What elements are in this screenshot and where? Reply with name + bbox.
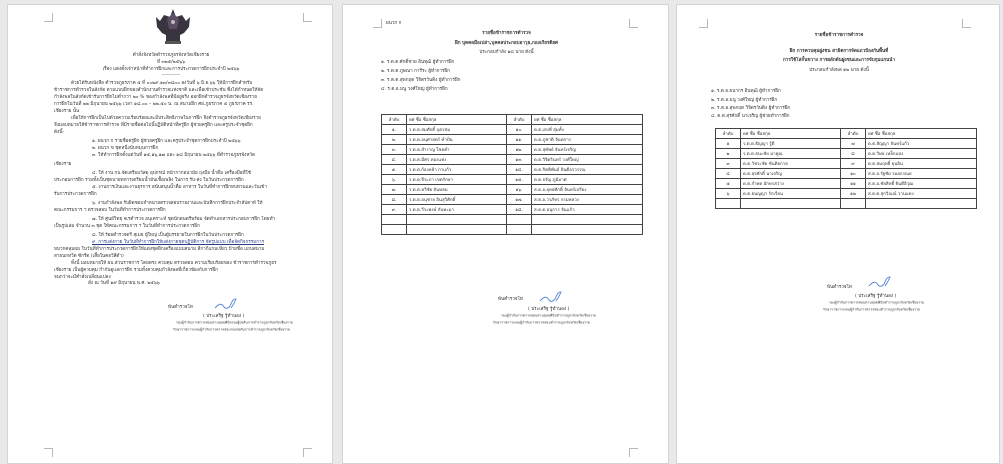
cell-order: ๗. (382, 185, 407, 195)
cell-order: ๙ (841, 159, 866, 169)
list-item: สายนกหวีด ซักรีด (เสื้อในคอวีสีดำ) (54, 254, 124, 259)
document-page-2[interactable] (342, 4, 669, 464)
signer-rank: พันตำรวจโท (827, 285, 852, 290)
signer-title: รักษาราชการแทนผู้กำกับการตรวจสอบตำรวจภูธรจังหวัดเชียงราย (823, 308, 920, 312)
cell-name (866, 199, 977, 209)
cell-order: ๑๓. (507, 155, 532, 165)
cell-name: ร.ต.ต.สมศักดิ์ บุตรสม (407, 125, 507, 135)
table-row (716, 199, 977, 209)
instructor-item: ๔. ด.ต.สุรศักดิ์ นาเจริญ ผู้ช่วยทำการฝึก (711, 114, 790, 119)
cell-name (741, 199, 841, 209)
signer-name: ( ประเสริฐ รู้ทำนอง ) (203, 314, 245, 319)
list-item: ประกอบการฝึก รวมทั้งเป็นชุดนายทหารเตรียมน้ำมันเชื้อเพลิง ในการ รับ-ส่ง ในวันประกวดการฝึก (54, 178, 244, 183)
cell-order (716, 199, 741, 209)
margin-corner (373, 19, 382, 28)
list-count: ประกอบกำลังพล ๑๒ นาย ดังนี้ (809, 68, 869, 73)
table-row (716, 149, 977, 159)
list-item: ๔. ให้ งาน กบ.จัดเตรียมวัสดุ อุปกรณ์ หน้ากากอนามัย ถุงมือ น้ำดื่ม เครื่องมือที่ใช้ (92, 171, 251, 176)
signature-icon (213, 295, 239, 311)
table-row (382, 135, 643, 145)
instructor-item: ๔. ร.ต.อ.มนู วงศ์ใหญ่ ผู้ทำการฝึก (381, 87, 448, 92)
order-subject: เรื่อง แต่งตั้งเจ้าหน้าที่ทำการฝึกและการประกวดการฝึกประจำปี ๒๕๖๖ (102, 67, 240, 72)
cell-name: ร.ต.ต.วีระพงษ์ กันทะมา (407, 205, 507, 215)
col-order: ลำดับ (841, 129, 866, 139)
paragraph-line: ข้าราชการตำรวจในสังกัด ตามแบบฝึกของสำนักงานตำรวจแห่งชาติ และเพื่อเข้าประชัน ซึ่งได้กำหนดให้จัด (54, 88, 264, 93)
cell-order: ๑๑. (507, 135, 532, 145)
table-header-row (382, 115, 643, 125)
cell-name (407, 215, 507, 225)
cell-name: ด.ต.สมฤทธิ์ ยุนอิน (866, 159, 977, 169)
list-item: ๖. งานกำลังพล รับผิดชอบจำหน่ายตรวจสอบรายงานและบันทึกการฝึกประจำสัปดาห์ ให้ (92, 201, 263, 206)
col-order: ลำดับ (716, 129, 741, 139)
margin-corner (44, 13, 53, 22)
signature-icon (867, 273, 893, 289)
margin-corner (699, 19, 708, 28)
cell-name: ร.ต.ต.ทวีชัย จันทสม (407, 185, 507, 195)
table-row (382, 165, 643, 175)
cell-order: ๕. (382, 165, 407, 175)
paragraph-line: การฝึกในวันที่ ๒๒ มิถุนายน ๒๕๖๖ เวลา ๑๘.๐๐ – ๒๒.๕๐ น. ณ สนามฝึก ศฝ.ภูธรภาค ๕ ภูธรภาค รร. (54, 102, 254, 107)
cell-order: ๗ (841, 139, 866, 149)
cell-name: ด.ต.ธนญญา รักเรียน (741, 189, 841, 199)
signer-title: รักษาราชการแทนผู้กำกับการตรวจสอบตำรวจภูธรจังหวัดเชียงราย (493, 321, 590, 325)
signer-title: รักษาราชการแทนผู้กำกับการตรวจสอบกองบังคับการตำรวจภูธรจังหวัดเชียงราย (173, 328, 291, 332)
cell-order: ๕ (716, 179, 741, 189)
margin-corner (303, 13, 312, 22)
cell-order: ๙. (382, 205, 407, 215)
cell-name: ด.ต.วิทย เหล็กแปง (866, 149, 977, 159)
table-row (382, 125, 643, 135)
cell-order: ๖. (382, 175, 407, 185)
cell-order: ๑๑ (841, 179, 866, 189)
table-header-row (716, 129, 977, 139)
cell-name: ร.ต.ต.จีระภา เขตรักษา (407, 175, 507, 185)
cell-order: ๑. (382, 125, 407, 135)
list-item: เป็นรูปเล่ม จำนวน ๓ ชุด ให้คณะกรรมการ ฯ ในวันที่ทำการประกวดการฝึก (54, 224, 200, 229)
list-item: หมวกคลุมผม ในวันที่ทำการประกวดการฝึกให้แต่งชุดฝึกเครื่องแบบสนาม สีกากีแกมเขียว ป้ายชื่อ แถบสนาม (54, 247, 265, 252)
list-item: ๑. ผนวก ก รายชื่อครูฝึก ผู้ช่วยครูฝึก และครูประจำชุดการฝึกประจำปี ๒๕๖๖ (92, 139, 241, 144)
cell-order: ๔ (716, 169, 741, 179)
table-row (716, 159, 977, 169)
instructor-item: ๒. ร.ต.อ.มนู วงศ์ใหญ่ ผู้ทำการฝึก (711, 98, 778, 103)
roster-body (716, 139, 977, 209)
cell-order: ๖ (716, 189, 741, 199)
cell-order: ๑๐ (841, 169, 866, 179)
cell-order: ๑๒. (507, 145, 532, 155)
cell-name: ด.ต.เสงที่ สุ่มทั้ง (532, 125, 643, 135)
cell-order: ๘. (382, 195, 407, 205)
table-row (716, 179, 977, 189)
cell-order (507, 225, 532, 235)
table-row (716, 139, 977, 149)
instructor-item: ๑. ร.ต.อ.ธนากร อินทุฒิ ผู้ทำการฝึก (711, 89, 781, 94)
order-org: คำสั่งจังหวัดตำรวจภูธรจังหวัดเชียงราย (132, 53, 210, 58)
cell-order: ๓ (716, 159, 741, 169)
cell-name: ส.ต.อ.วรภัทร กรมหลวง (532, 195, 643, 205)
issue-date: สั่ง ณ วันที่ ๑๙ มิถุนายน พ.ศ. ๒๕๖๖ (88, 281, 160, 286)
cell-order (382, 225, 407, 235)
roster-table (715, 128, 977, 209)
document-page-1[interactable] (7, 4, 333, 464)
table-row (382, 185, 643, 195)
annex-label: ผนวก ก (386, 21, 402, 26)
table-row (382, 175, 643, 185)
cell-name: ด.ต.สุทัพย์ จันทร์เจริญ (532, 145, 643, 155)
cell-name: ด.ต.วัชระชัย ขันติยกาล (741, 159, 841, 169)
cell-order: ๑๔. (507, 165, 532, 175)
cell-order: ๑๒ (841, 189, 866, 199)
list-item: เชียงราย (54, 162, 72, 167)
instructor-item: ๑. ร.ต.ต.ศักดิ์ชาย อินทุฒิ ผู้ทำการฝึก (381, 60, 455, 65)
signer-title: รองผู้กำกับการตรวจสอบตามดุลยพินิจรองผู้บังคับการตำรวจภูธรจังหวัดเชียงราย (176, 321, 293, 325)
signer-title: รองผู้กำกับการตรวจสอบตามดุลยพินิจตำรวจภูธรจังหวัดเชียงราย (501, 314, 597, 318)
cell-order: ๒. (382, 135, 407, 145)
cell-order (841, 199, 866, 209)
list-item: ทั้งนี้ มอบหมายให้ ผบ.ส่วนราชการ โดยตรง ควบคุม ตรวจสอบ ความเรียบร้อยของ ข้าราชการตำรวจภูธร (71, 261, 277, 266)
table-row (716, 169, 977, 179)
cell-name: ด.ต.สัญญา จันทร์แก้ว (866, 139, 977, 149)
cell-name: ร.ต.ต.ก้องหล้า กาแก้ว (407, 165, 507, 175)
garuda-emblem-icon (152, 7, 194, 47)
margin-corner (962, 19, 971, 28)
cell-order: ๒ (716, 149, 741, 159)
signer-name: ( ประเสริฐ รู้ทำนอง ) (528, 307, 570, 312)
instructor-item: ๒. ร.ต.ต.ภูษณา การีระ ผู้ทำการฝึก (381, 69, 450, 74)
cell-order: ๑๘. (507, 205, 532, 215)
cell-order: ๑๐. (507, 125, 532, 135)
roster-body (382, 125, 643, 235)
margin-corner (629, 19, 638, 28)
cell-name: ส.ต.ต.อนุการ จันแก้ว (532, 205, 643, 215)
list-item: จนกว่าจะมีคำสั่งเปลี่ยนแปลง (54, 275, 111, 280)
list-title: รายชื่อข้าราชการตำรวจ (482, 31, 531, 36)
paragraph-line: เพื่อให้การฝึกเป็นไปด้วยความเรียบร้อยและมีประสิทธิภาพในการฝึก จึงตำรวจภูธรจังหวัดเชียงราย (71, 116, 261, 121)
cell-name: ร.ต.ต.ธัญญา รู้ดี (741, 139, 841, 149)
col-name: ยศ ชื่อ ชื่อสกุล (741, 129, 841, 139)
table-row (716, 189, 977, 199)
list-item: ๕. งานการเงินและงานธุรการ สนับสนุนน้ำดื่ม อาหาร ในวันที่ทำการฝึกทบทวนและวันเข้า (92, 185, 267, 190)
cell-name (532, 215, 643, 225)
col-name: ยศ ชื่อ ชื่อสกุล (532, 115, 643, 125)
list-item: รับการประกวดการฝึก (54, 192, 97, 197)
signer-title: รองผู้กำกับการตรวจสอบตามดุลยพินิจตำรวจภูธรจังหวัดเชียงราย (829, 301, 925, 305)
cell-order: ๔. (382, 155, 407, 165)
instructor-item: ๓. ร.ต.ต.สุพกฤต วิจิตรวันดิง ผู้ทำการฝึก (381, 78, 461, 83)
list-item: ๓. ให้ทำการฝึกตั้งแต่วันที่ ๑๕,๑๖,๑๗ และ ๑๘ มิถุนายน ๒๕๖๖ ที่ตำรวจภูธรจังหวัด (92, 153, 255, 158)
cell-name: ร.ต.ต.สำราญ ไชยคำ (407, 145, 507, 155)
list-subtitle: ฝึก บุคคลมือเปล่า,บุคคลประกอบอาวุธ,กองเกียรติยศ (455, 41, 558, 46)
list-count: ประกอบกำลัง ๑๘ นาย ดังนี้ (479, 50, 534, 55)
cell-order: ๑๖. (507, 185, 532, 195)
cell-name: ส.ต.อ.ยุทธศักดิ์ จันทร์เปรียง (532, 185, 643, 195)
table-row (382, 155, 643, 165)
signer-name: ( ประเสริฐ รู้ทำนอง ) (855, 294, 897, 299)
cell-name: ด.ต.กำพล อักษรสว่าง (741, 179, 841, 189)
list-subtitle: ฝึก การควบคุมฝูงชน สาธิตการจัดแถวป้องกันพื้นที่ (789, 49, 889, 54)
cell-order: ๑๗. (507, 195, 532, 205)
paragraph-line: กำลังพลในสังกัดเข้ารับการฝึกไม่ต่ำกว่า ๒๐ % ของกำลังพลที่มีอยู่จริง ออกฝึกตำรวจภูธรจังหวัดเชียงราย (54, 95, 257, 100)
cell-name: ร.ต.ต.อนุศาสตร์ คำปั่น (407, 135, 507, 145)
cell-name: ด.ต.สุรศักดิ์ นาเจริญ (741, 169, 841, 179)
list-subtitle-2: การใช้โล่กั้นขวาง การผลักดันฝูงชนและการจับกุมแกนนำ (782, 58, 896, 63)
paragraph-line: เชียงราย นั้น (54, 109, 80, 114)
list-item: ๗. ให้ ศูนย์วิทยุ จเรตำรวจ อนุเคราะห์ ชุดนักดนตรีพร้อม จัดทำเอกสารประกอบการฝึก โดยทำ (92, 217, 276, 222)
cell-order: ๓. (382, 145, 407, 155)
cell-name: ส.ต.อ.ชัยสิทธิ์ ยินดีอิวุฒ (866, 179, 977, 189)
separator-line: ----------- (161, 73, 181, 78)
col-name: ยศ ชื่อ ชื่อสกุล (866, 129, 977, 139)
paragraph-line: ด้วยได้รับหนังสือ ตำรวจภูธรภาค ๕ ที่ ๐๐๒๙.๑๓/๓๘๐๐ ลงวันที่ ๖ มิ.ย.๖๖ ให้มีการฝึกสำหรับ (71, 81, 253, 86)
cell-name (407, 225, 507, 235)
document-page-3[interactable] (676, 4, 1000, 464)
table-row (382, 215, 643, 225)
list-item-highlighted: ๙. การแต่งกาย ในวันที่ทำการฝึกให้แต่งกายชุดปฏิบัติการ จัดรูปแบบ เพื่อจัดกิจกรรมการ (92, 240, 265, 245)
cell-name: ด.ต.วิจิตรินทร์ วงศ์ใหญ่ (532, 155, 643, 165)
cell-order: ๑ (716, 139, 741, 149)
cell-name: ด.ต.กิตติพันธ์ ยินดีอรวรรณ (532, 165, 643, 175)
paragraph-line: จึงมอบหมายให้ข้าราชการตำรวจ ที่มีรายชื่อต่อไปนี้ปฏิบัติหน้าที่ครูฝึก ผู้ช่วยครูฝึก และครูประจำชุดฝึก (54, 123, 253, 128)
cell-order: ๑๕. (507, 175, 532, 185)
paragraph-line: ดังนี้- (54, 130, 65, 135)
table-row (382, 225, 643, 235)
cell-name (532, 225, 643, 235)
cell-name: ร.ต.ต.อนุชาย อินสุวิศักดิ์ (407, 195, 507, 205)
cell-order (507, 215, 532, 225)
cell-name: ร.ต.ต.ธนะชัย มาคูณ (741, 149, 841, 159)
list-title: รายชื่อข้าราชการตำรวจ (814, 33, 864, 38)
signature-icon (538, 288, 564, 304)
cell-name: ด.ต.ภูชาติ จันทการ (532, 135, 643, 145)
list-item: ๘. ให้ ร้อยตำรวจตรี สุเมธ ผู้ใหญ่ เป็นผู้บรรยายในการฝึกในวันประกวดการฝึก (92, 233, 244, 238)
table-row (382, 145, 643, 155)
list-item: คณะกรรมการ ฯ ตรวจสอบ ในวันที่ทำการประกวดการฝึก (54, 208, 166, 213)
table-row (382, 195, 643, 205)
instructor-item: ๓. ร.ต.อ.สุพกฤต วิจิตรวันดิง ผู้ทำการฝึก (711, 106, 791, 111)
list-item: ๒. ผนวก ข ชุดหนึ่งนับหมุนการฝึก (92, 146, 159, 151)
col-order: ลำดับ (382, 115, 407, 125)
cell-order (382, 215, 407, 225)
list-item: เชียงราย เป็นผู้ควบคุม กำกับดูแลการฝึก รวมทั้งควบคุมกำลังพลที่เกี่ยวข้องกับการฝึก (54, 268, 218, 273)
signer-rank: พันตำรวจโท (168, 305, 193, 310)
order-number: ที่ ๓๒๕/๒๕๖๖ (156, 60, 186, 65)
cell-name: ส.ต.ต.สุกวิณณ์ วานแดง (866, 189, 977, 199)
table-row (382, 205, 643, 215)
cell-name: ร.ต.ต.มีศร ทองแท่ง (407, 155, 507, 165)
cell-name: ส.ต.อ.รัฐชัย รมยกรณย (866, 169, 977, 179)
cell-order: ๘ (841, 149, 866, 159)
cell-name: ด.ต.จรัญ ภูมิมาศ (532, 175, 643, 185)
col-order: ลำดับ (507, 115, 532, 125)
col-name: ยศ ชื่อ ชื่อสกุล (407, 115, 507, 125)
signer-rank: พันตำรวจโท (498, 297, 523, 302)
roster-table (381, 114, 643, 235)
